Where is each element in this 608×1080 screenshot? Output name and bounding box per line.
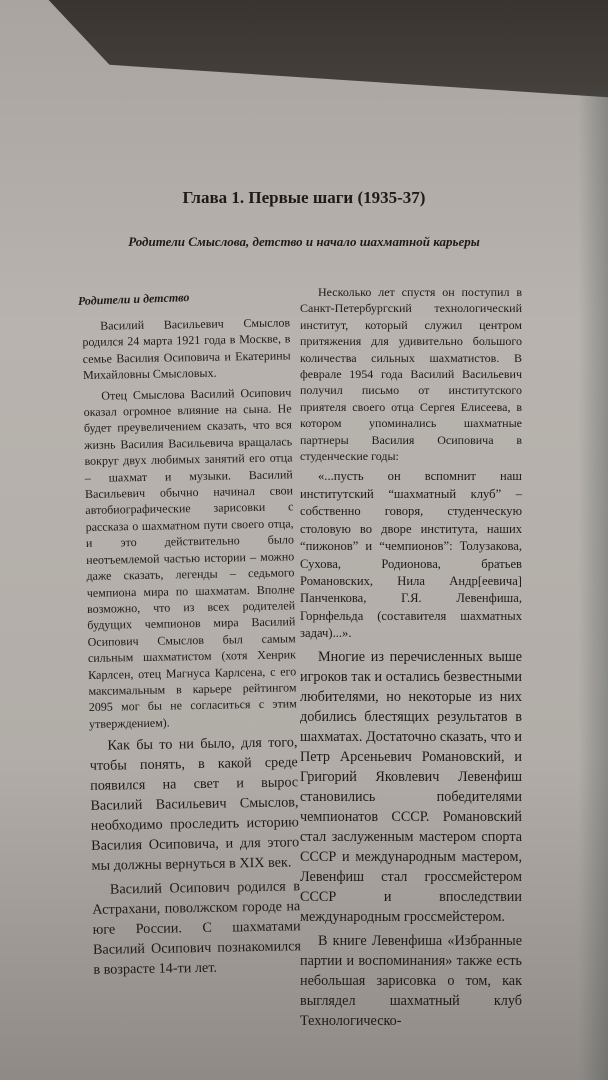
left-column: [82, 314, 302, 984]
right-column: [300, 284, 522, 1035]
paragraph: Василий Осипович родился в Астрахани, поволжском городе на юге России. С шахматами Василий Осипович познакомился в возрасте 14-ти лет.: [92, 878, 302, 979]
section-title: Родители Смыслова, детство и начало шахматной карьеры: [128, 234, 480, 249]
paragraph: Несколько лет спустя он поступил в Санкт-Петербургский технологический институт, который служил центром притяжения для удивительно большого количества сильных шахматистов. В феврале 1954 года Василий Васильевич получил письмо от институтского приятеля своего отца Сергея Елисеева, в котором упоминались шахматные партнеры Василия Осиповича в студенческие годы:: [300, 285, 522, 464]
quote-paragraph: «...пусть он вспомнит наш институтский “шахматный клуб” – собственно говоря, студенческую столовую во дворе института, наших “пижонов” и “чемпионов”: Толузакова, Сухова, Родионова, братьев Романовских, Нила Андр[еевича] Панченкова, Г.Я. Левенфиша, Горнфельда (составителя шахматных задач)...».: [300, 469, 522, 641]
paragraph: Василий Васильевич Смыслов родился 24 марта 1921 года в Москве, в семье Василия Осиповича и Екатерины Михайловны Смысловых.: [82, 315, 291, 383]
paragraph: В книге Левенфиша «Избранные партии и воспоминания» также есть небольшая зарисовка о том, как выглядел шахматный клуб Технологическо-: [300, 932, 522, 1029]
subsection-title: Родители и детство: [77, 290, 190, 308]
paragraph: Многие из перечисленных выше игроков так и остались безвестными любителями, но некоторые из них добились блестящих результатов в шахматах. Достаточно сказать, что и Петр Арсеньевич Романовский, и Григорий Яковлевич Левенфиш становились победителями чемпионатов СССР. Романовский стал заслуженным мастером спорта СССР и международным мастером, Левенфиш стал гроссмейстером СССР и впоследствии международным гроссмейстером.: [300, 648, 522, 925]
chapter-title: Глава 1. Первые шаги (1935-37): [182, 188, 426, 207]
paragraph: Как бы то ни было, для того, чтобы понять, в какой среде появился на свет и вырос Василий Васильевич Смыслов, необходимо проследить историю Василия Осиповича, и для этого мы должны вернуться в XIX век.: [89, 734, 300, 875]
paragraph: Отец Смыслова Василий Осипович оказал огромное влияние на сына. Не будет преувеличением сказать, что вся жизнь Василия Васильевича вращалась вокруг двух любимых занятий его отца – шахмат и музыки. Василий Васильевич обычно начинал свои автобиографические зарисовки с рассказа о шахматном пути своего отца, и это действительно было неотъемлемой частью истории – можно даже сказать, легенды – седьмого чемпиона мира по шахматам. Вполне возможно, что из всех родителей будущих чемпионов мира Василий Осипович Смыслов был самым сильным шахматистом (хотя Хенрик Карлсен, отец Магнуса Карлсена, с его максимальным в карьере рейтингом 2095 мог бы не согласиться с этим утверждением).: [83, 384, 297, 731]
